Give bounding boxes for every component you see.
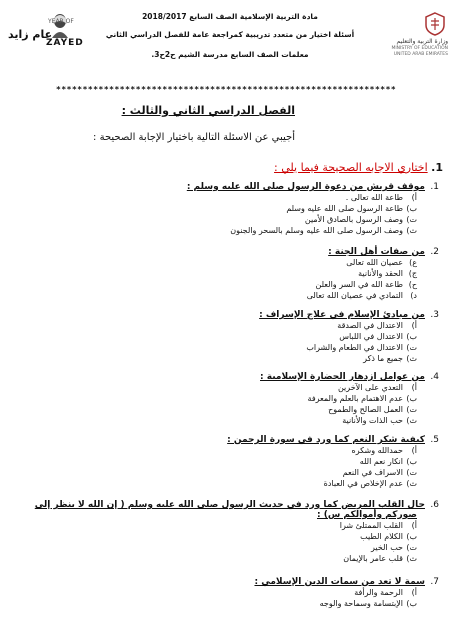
question-3 xyxy=(14,310,439,364)
option-text: الاعتدال في الطعام والشراب xyxy=(306,343,403,352)
option-letter: د) xyxy=(410,291,417,300)
option-text: حب الخير xyxy=(371,543,403,552)
option-letter: ب) xyxy=(406,394,417,403)
question-6 xyxy=(14,500,439,564)
question-stem xyxy=(14,372,439,382)
option-letter: ب) xyxy=(406,332,417,341)
option-text: الرحمة والرأفة xyxy=(354,588,403,597)
title-line-teachers: معلمات الصف السابع مدرسة الشيم ح2ح3. xyxy=(151,50,309,59)
title-line-subject: مادة التربية الإسلامية الصف السابع 2018/2017 xyxy=(142,12,318,21)
option-item[interactable] xyxy=(14,203,439,214)
option-text: القلب الممتلئ شرا xyxy=(339,521,403,530)
question-stem-text: موقف قريش من دعوة الرسول صلى الله عليه وسلم : xyxy=(186,182,425,192)
options-list xyxy=(14,257,439,301)
option-letter: ث) xyxy=(406,416,417,425)
question-7 xyxy=(14,577,439,609)
option-text: طاعة الله في السر والعلن xyxy=(315,280,403,289)
option-text: وصف الرسول صلى الله عليه وسلم بالسحر والجنون xyxy=(230,226,403,235)
options-list xyxy=(14,445,439,489)
option-letter: أ) xyxy=(411,383,417,392)
option-letter: ت) xyxy=(406,215,417,224)
question-number: 6. xyxy=(430,500,439,510)
separator-line: **************************************************************** xyxy=(56,85,397,94)
options-list xyxy=(14,192,439,236)
ministry-logo xyxy=(370,12,448,64)
option-letter: ث) xyxy=(406,354,417,363)
option-text: التعدي على الآخرين xyxy=(337,383,403,392)
question-number: 1. xyxy=(430,182,439,192)
option-item[interactable] xyxy=(14,520,439,531)
question-block-title: اختاري الاجابه الصحيحة فيما يلي : xyxy=(274,161,428,174)
option-letter: ب) xyxy=(406,204,417,213)
option-letter: ث) xyxy=(406,554,417,563)
ministry-emblem-icon xyxy=(424,12,446,36)
options-list xyxy=(14,587,439,609)
option-item[interactable] xyxy=(14,214,439,225)
option-item[interactable] xyxy=(14,553,439,564)
option-text: انكار نعم الله xyxy=(359,457,403,466)
option-letter: أ) xyxy=(411,193,417,202)
option-item[interactable] xyxy=(14,478,439,489)
question-1 xyxy=(14,182,439,236)
logo-zayed-english: ZAYED xyxy=(46,38,84,48)
question-stem-text: حال القلب المريض كما ورد في حديث الرسول صلى الله عليه وسلم ( إن الله لا ينظر إلى xyxy=(34,500,425,510)
question-5 xyxy=(14,435,439,489)
option-letter: ح) xyxy=(408,280,417,289)
option-text: الاعتدال في الصدقة xyxy=(337,321,403,330)
option-letter: ث) xyxy=(406,226,417,235)
option-text: قلب عامر بالإيمان xyxy=(343,554,403,563)
option-item[interactable] xyxy=(14,445,439,456)
instruction-text: أجيبي عن الاسئلة التالية باختيار الإجابة الصحيحة : xyxy=(93,132,295,143)
option-letter: أ) xyxy=(411,446,417,455)
question-number: 4. xyxy=(430,372,439,382)
option-text: عدم الاهتمام بالعلم والمعرفة xyxy=(307,394,403,403)
option-item[interactable] xyxy=(14,531,439,542)
option-text: عدم الإخلاص في العبادة xyxy=(323,479,403,488)
option-item[interactable] xyxy=(14,415,439,426)
question-2 xyxy=(14,247,439,301)
option-text: الكلام الطيب xyxy=(360,532,403,541)
option-letter: ب) xyxy=(406,457,417,466)
question-stem xyxy=(14,182,439,192)
option-item[interactable] xyxy=(14,382,439,393)
option-text: عصيان الله تعالى xyxy=(346,258,403,267)
option-text: العمل الصالح والطموح xyxy=(328,405,403,414)
option-item[interactable] xyxy=(14,456,439,467)
question-stem-text: سمة لا تعد من سمات الدين الإسلامي : xyxy=(254,577,425,587)
option-item[interactable] xyxy=(14,320,439,331)
question-4 xyxy=(14,372,439,426)
question-stem-text: من مبادئ الإسلام في علاج الإسراف : xyxy=(259,310,425,320)
option-letter: أ) xyxy=(411,521,417,530)
question-stem-text: من عوامل ازدهار الحضارة الإسلامية : xyxy=(260,372,425,382)
option-item[interactable] xyxy=(14,268,439,279)
logo-zayed-arabic: عام زايد xyxy=(8,28,53,41)
question-number: 7. xyxy=(430,577,439,587)
option-item[interactable] xyxy=(14,393,439,404)
portrait-icon xyxy=(50,12,70,38)
option-item[interactable] xyxy=(14,342,439,353)
question-block-number: 1. xyxy=(431,161,443,174)
question-stem xyxy=(14,247,439,257)
ministry-name-english: MINISTRY OF EDUCATION xyxy=(391,46,448,51)
option-item[interactable] xyxy=(14,225,439,236)
question-number: 5. xyxy=(430,435,439,445)
option-text: الإبتسامة وسماحة والوجه xyxy=(319,599,403,608)
option-item[interactable] xyxy=(14,542,439,553)
option-letter: ت) xyxy=(406,543,417,552)
option-text: حب الذات والأنانية xyxy=(342,416,403,425)
option-letter: ت) xyxy=(406,343,417,352)
option-item[interactable] xyxy=(14,404,439,415)
option-text: وصف الرسول بالصادق الأمين xyxy=(304,215,403,224)
option-text: الاسراف في النعم xyxy=(342,468,403,477)
ministry-country-english: UNITED ARAB EMIRATES xyxy=(393,52,448,57)
section-heading: الفصل الدراسي الثاني والثالث : xyxy=(121,104,295,117)
title-line-description: أسئلة اختيار من متعدد تدريبية كمراجعة عامة للفصل الدراسي الثاني xyxy=(105,30,355,39)
option-letter: ب) xyxy=(406,599,417,608)
option-text: الاعتدال في اللباس xyxy=(339,332,403,341)
question-number: 2. xyxy=(430,247,439,257)
option-letter: أ) xyxy=(411,321,417,330)
option-text: الحقد والأنانية xyxy=(358,269,403,278)
question-stem-continued: صوركم وأموالكم س) : xyxy=(317,510,417,520)
option-item[interactable] xyxy=(14,279,439,290)
option-item[interactable] xyxy=(14,192,439,203)
option-text: طاعة الرسول صلى الله عليه وسلم xyxy=(286,204,403,213)
ministry-name-arabic: وزارة التربية والتعليم xyxy=(396,38,448,45)
option-text: جميع ما ذكر xyxy=(363,354,403,363)
option-letter: أ) xyxy=(411,588,417,597)
document-title-block xyxy=(96,4,364,82)
question-stem xyxy=(14,310,439,320)
logo-year-text: YEAR OF xyxy=(48,18,74,25)
question-number: 3. xyxy=(430,310,439,320)
document-header xyxy=(0,0,453,88)
options-list xyxy=(14,520,439,564)
option-letter: ع) xyxy=(409,258,417,267)
option-item[interactable] xyxy=(14,290,439,301)
option-text: طاعة الله تعالى . xyxy=(345,193,403,202)
option-item[interactable] xyxy=(14,467,439,478)
option-letter: ت) xyxy=(406,468,417,477)
option-letter: ت) xyxy=(406,405,417,414)
option-text: حمدالله وشكره xyxy=(351,446,403,455)
option-item[interactable] xyxy=(14,331,439,342)
question-stem xyxy=(14,500,439,510)
option-item[interactable] xyxy=(14,353,439,364)
year-of-zayed-logo xyxy=(8,8,103,56)
option-item[interactable] xyxy=(14,598,439,609)
option-item[interactable] xyxy=(14,587,439,598)
options-list xyxy=(14,382,439,426)
question-stem-text: من صفات أهل الجنة : xyxy=(328,247,425,257)
question-stem xyxy=(14,435,439,445)
options-list xyxy=(14,320,439,364)
option-item[interactable] xyxy=(14,257,439,268)
question-stem-text: كيفية شكر النعم كما ورد في سورة الرحمن : xyxy=(227,435,425,445)
option-letter: ج) xyxy=(408,269,417,278)
option-text: التمادي في عصيان الله تعالى xyxy=(306,291,403,300)
option-letter: ث) xyxy=(406,479,417,488)
question-stem xyxy=(14,577,439,587)
question-block-heading xyxy=(274,161,443,174)
option-letter: ب) xyxy=(406,532,417,541)
